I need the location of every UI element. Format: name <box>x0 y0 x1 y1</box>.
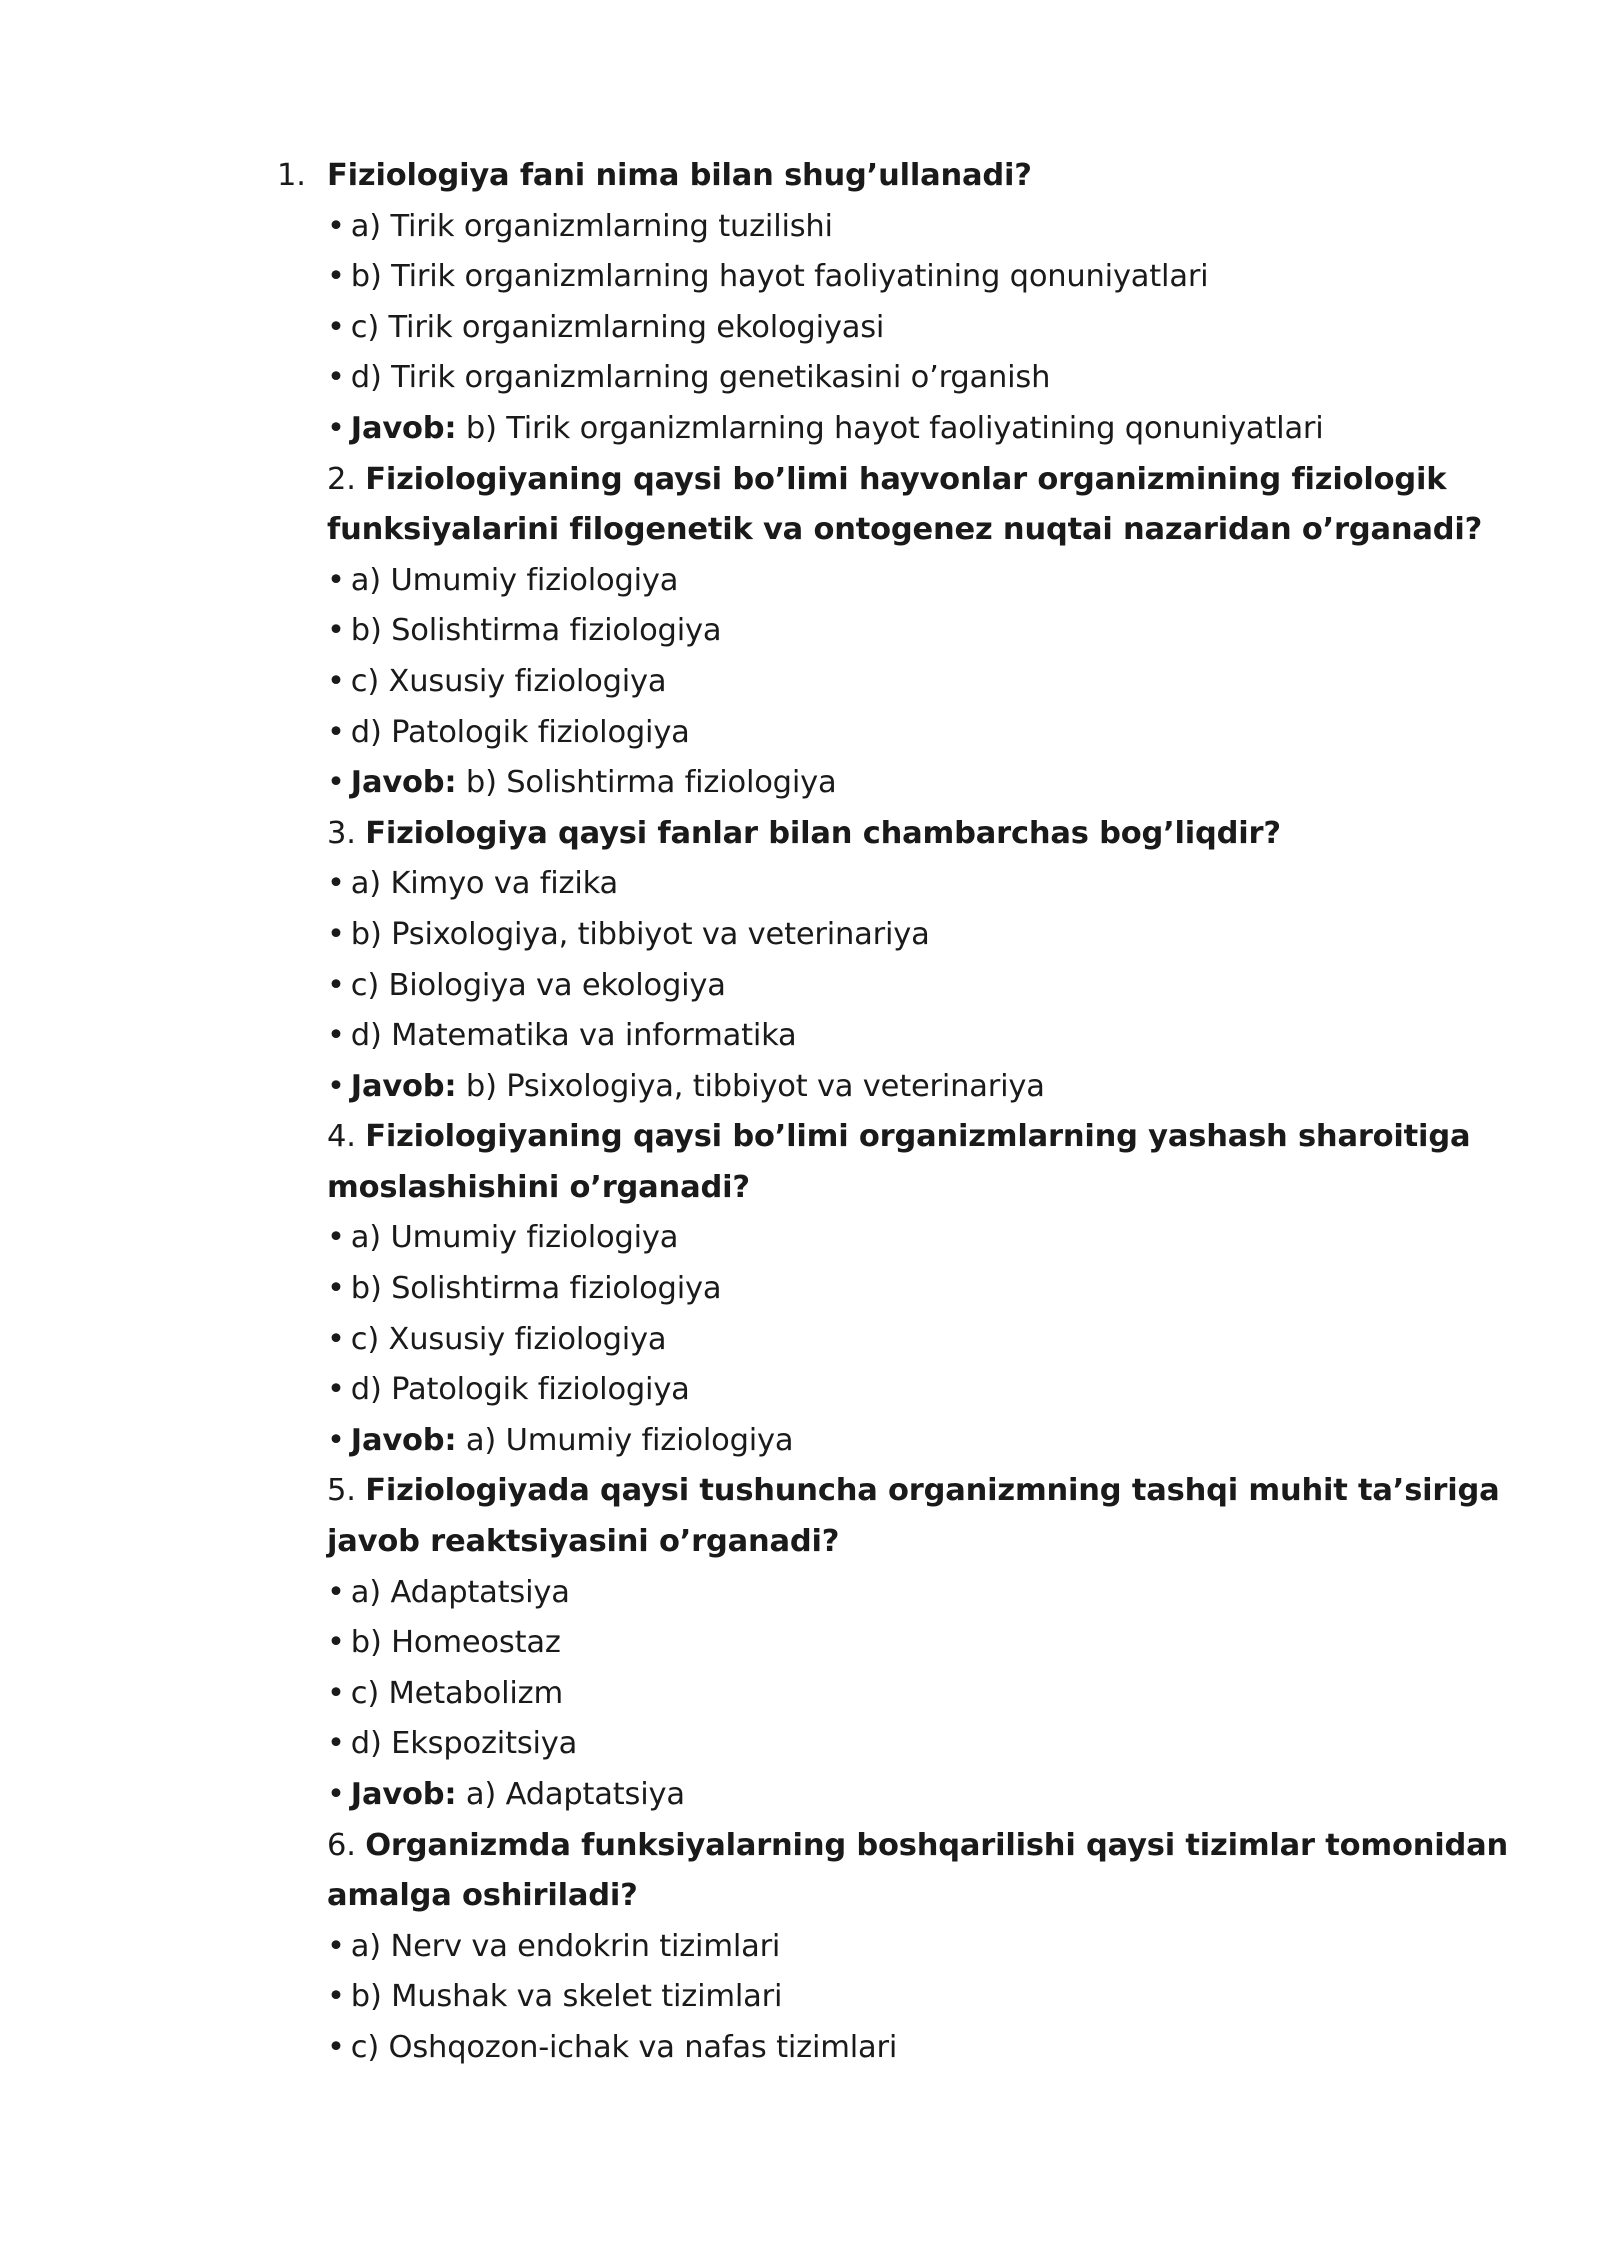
question-text: Organizmda funksiyalarning boshqarilishi qaysi tizimlar tomonidan <box>365 1827 1509 1863</box>
option-item: • c) Biologiya va ekologiya <box>327 967 726 1003</box>
answer-line: • Javob: a) Adaptatsiya <box>327 1777 685 1812</box>
question-text-continued: amalga oshiriladi? <box>327 1878 638 1914</box>
question-4-title <box>327 1112 1477 1163</box>
answer-label: Javob: <box>350 410 457 446</box>
answer-text: a) Adaptatsiya <box>465 1777 685 1812</box>
question-1-title <box>277 151 1477 202</box>
option-item: • d) Patologik fiziologiya <box>327 714 690 750</box>
question-6-title <box>327 1821 1509 1872</box>
answer-label: Javob: <box>350 1068 457 1104</box>
option-item: • c) Xususiy fiziologiya <box>327 663 667 699</box>
answer-text: b) Psixologiya, tibbiyot va veterinariya <box>465 1068 1045 1104</box>
question-number: 6. <box>327 1827 356 1863</box>
answer-line: • Javob: b) Tirik organizmlarning hayot faoliyatining qonuniyatlari <box>327 410 1324 446</box>
option-item: • a) Kimyo va fizika <box>327 866 619 902</box>
question-text: Fiziologiya fani nima bilan shug’ullanadi? <box>327 158 1032 193</box>
question-number: 4. <box>327 1119 356 1155</box>
question-text-continued: moslashishini o’rganadi? <box>327 1169 750 1205</box>
question-text-continued: javob reaktsiyasini o’rganadi? <box>327 1524 840 1560</box>
answer-label: Javob: <box>350 765 457 801</box>
option-item: • c) Metabolizm <box>327 1675 563 1711</box>
option-item: • a) Tirik organizmlarning tuzilishi <box>327 208 833 244</box>
question-text-continued: funksiyalarini filogenetik va ontogenez nuqtai nazaridan o’rganadi? <box>327 512 1483 548</box>
option-item: • c) Tirik organizmlarning ekologiyasi <box>327 309 885 345</box>
option-item: • b) Tirik organizmlarning hayot faoliyatining qonuniyatlari <box>327 259 1209 295</box>
answer-label: Javob: <box>350 1777 457 1812</box>
option-item: • d) Matematika va informatika <box>327 1018 797 1054</box>
option-item: • d) Tirik organizmlarning genetikasini o’rganish <box>327 360 1051 396</box>
question-number: 1. <box>277 158 306 193</box>
option-item: • d) Patologik fiziologiya <box>327 1372 690 1408</box>
question-text: Fiziologiyaning qaysi bo’limi hayvonlar organizmining fiziologik <box>365 461 1447 497</box>
option-item: • a) Umumiy fiziologiya <box>327 1220 679 1256</box>
answer-label: Javob: <box>350 1422 457 1458</box>
question-3-title <box>327 809 1477 860</box>
option-item: • b) Solishtirma fiziologiya <box>327 613 722 649</box>
question-text: Fiziologiyaning qaysi bo’limi organizmlarning yashash sharoitiga <box>365 1119 1471 1155</box>
answer-line: • Javob: b) Psixologiya, tibbiyot va veterinariya <box>327 1068 1045 1104</box>
question-number: 5. <box>327 1473 356 1509</box>
quiz-content <box>277 151 1509 2074</box>
answer-text: b) Tirik organizmlarning hayot faoliyatining qonuniyatlari <box>465 410 1324 446</box>
question-text: Fiziologiya qaysi fanlar bilan chambarchas bog’liqdir? <box>365 815 1281 851</box>
question-number: 3. <box>327 815 356 851</box>
answer-text: a) Umumiy fiziologiya <box>465 1422 794 1458</box>
option-item: • a) Nerv va endokrin tizimlari <box>327 1928 781 1964</box>
option-item: • c) Oshqozon-ichak va nafas tizimlari <box>327 2029 898 2065</box>
question-text: Fiziologiyada qaysi tushuncha organizmning tashqi muhit ta’siriga <box>365 1473 1500 1509</box>
option-item: • a) Umumiy fiziologiya <box>327 562 679 598</box>
question-number: 2. <box>327 461 356 497</box>
option-item: • b) Solishtirma fiziologiya <box>327 1271 722 1307</box>
option-item: • b) Psixologiya, tibbiyot va veterinariya <box>327 916 930 952</box>
option-item: • d) Ekspozitsiya <box>327 1726 578 1762</box>
option-item: • b) Homeostaz <box>327 1625 561 1661</box>
option-item: • c) Xususiy fiziologiya <box>327 1321 667 1357</box>
option-item: • b) Mushak va skelet tizimlari <box>327 1979 783 2015</box>
option-item: • a) Adaptatsiya <box>327 1574 570 1610</box>
question-5-title <box>327 1466 1500 1517</box>
question-2-title <box>327 455 1477 506</box>
answer-text: b) Solishtirma fiziologiya <box>465 765 837 801</box>
answer-line: • Javob: a) Umumiy fiziologiya <box>327 1422 794 1458</box>
answer-line: • Javob: b) Solishtirma fiziologiya <box>327 765 837 801</box>
